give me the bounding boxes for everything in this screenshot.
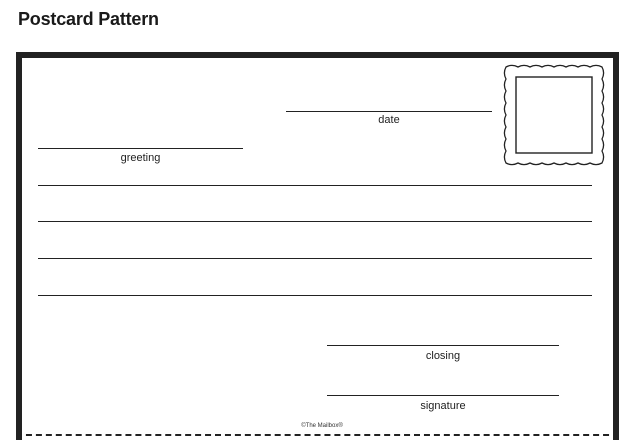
cut-line xyxy=(16,434,619,436)
date-label: date xyxy=(378,114,400,126)
page-title: Postcard Pattern xyxy=(18,9,159,29)
postage-stamp-icon xyxy=(503,64,605,166)
greeting-line xyxy=(38,148,243,149)
message-line xyxy=(38,295,592,296)
greeting-label: greeting xyxy=(120,152,161,164)
message-line xyxy=(38,258,592,259)
signature-label: signature xyxy=(420,400,466,412)
closing-label: closing xyxy=(425,350,461,362)
signature-line xyxy=(327,395,559,396)
date-line xyxy=(286,111,492,112)
message-line xyxy=(38,221,592,222)
closing-line xyxy=(327,345,559,346)
copyright-notice: ©The Mailbox® xyxy=(301,423,343,429)
postcard xyxy=(16,52,619,440)
message-line xyxy=(38,185,592,186)
